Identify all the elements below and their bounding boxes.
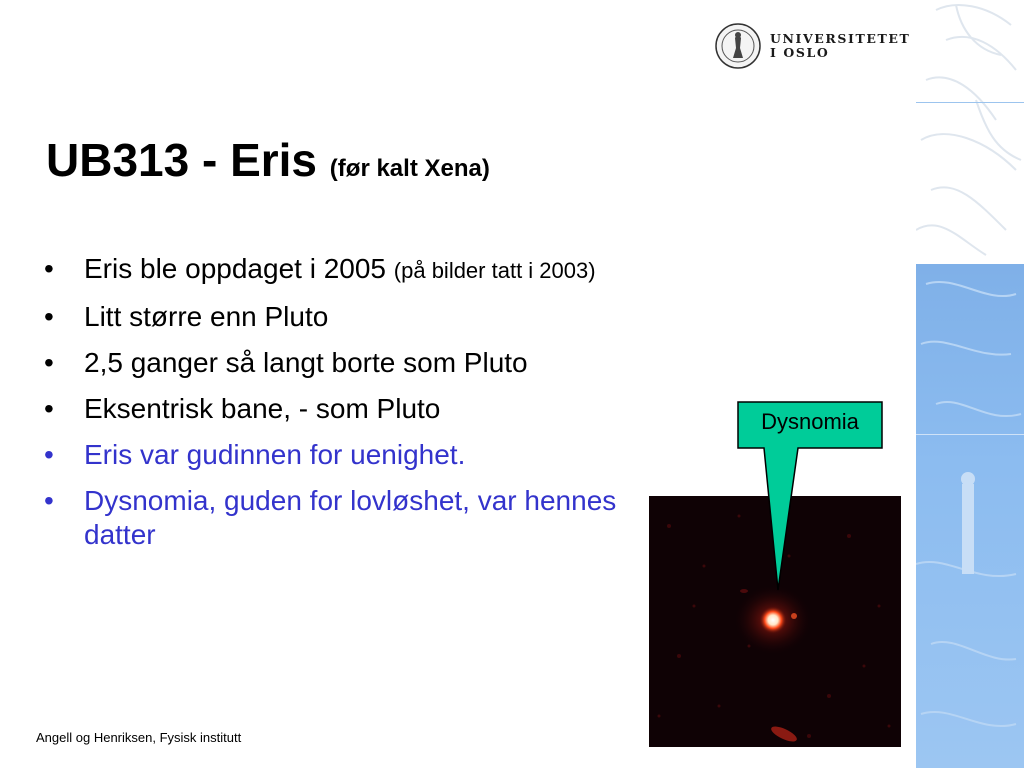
bullet-item: [40, 300, 650, 334]
bullet-item: [40, 484, 650, 552]
blue-band: [916, 264, 1024, 768]
bullet-note: (på bilder tatt i 2003): [393, 258, 596, 283]
divider-line: [916, 434, 1024, 435]
bullet-text: Eris var gudinnen for uenighet.: [84, 439, 466, 470]
university-seal-icon: [714, 22, 762, 70]
bullet-text: Eris ble oppdaget i 2005: [84, 253, 386, 284]
statue-sketch-icon: [916, 0, 1024, 264]
slide-title: [46, 132, 490, 197]
decorative-side-panel: [916, 0, 1024, 768]
logo-line-1: UNIVERSITETET: [770, 31, 911, 46]
bullet-list: [40, 252, 650, 564]
footer-credit: Angell og Henriksen, Fysisk institutt: [36, 730, 242, 745]
logo-line-2: I OSLO: [770, 45, 830, 60]
dysnomia-callout-label: Dysnomia: [761, 409, 859, 434]
bullet-text: 2,5 ganger så langt borte som Pluto: [84, 347, 528, 378]
bullet-text: Dysnomia, guden for lovløshet, var hennes datter: [84, 485, 617, 550]
statue-silhouette-icon: [916, 264, 1024, 768]
title-main: UB313 - Eris: [46, 134, 318, 186]
university-logo: [714, 22, 911, 70]
bullet-item: [40, 346, 650, 380]
bullet-item: [40, 438, 650, 472]
divider-line: [916, 102, 1024, 103]
bullet-item: [40, 252, 650, 288]
bullet-text: Litt større enn Pluto: [84, 301, 329, 332]
title-subtitle: (før kalt Xena): [329, 155, 490, 182]
bullet-item: [40, 392, 650, 426]
bullet-text: Eksentrisk bane, - som Pluto: [84, 393, 441, 424]
